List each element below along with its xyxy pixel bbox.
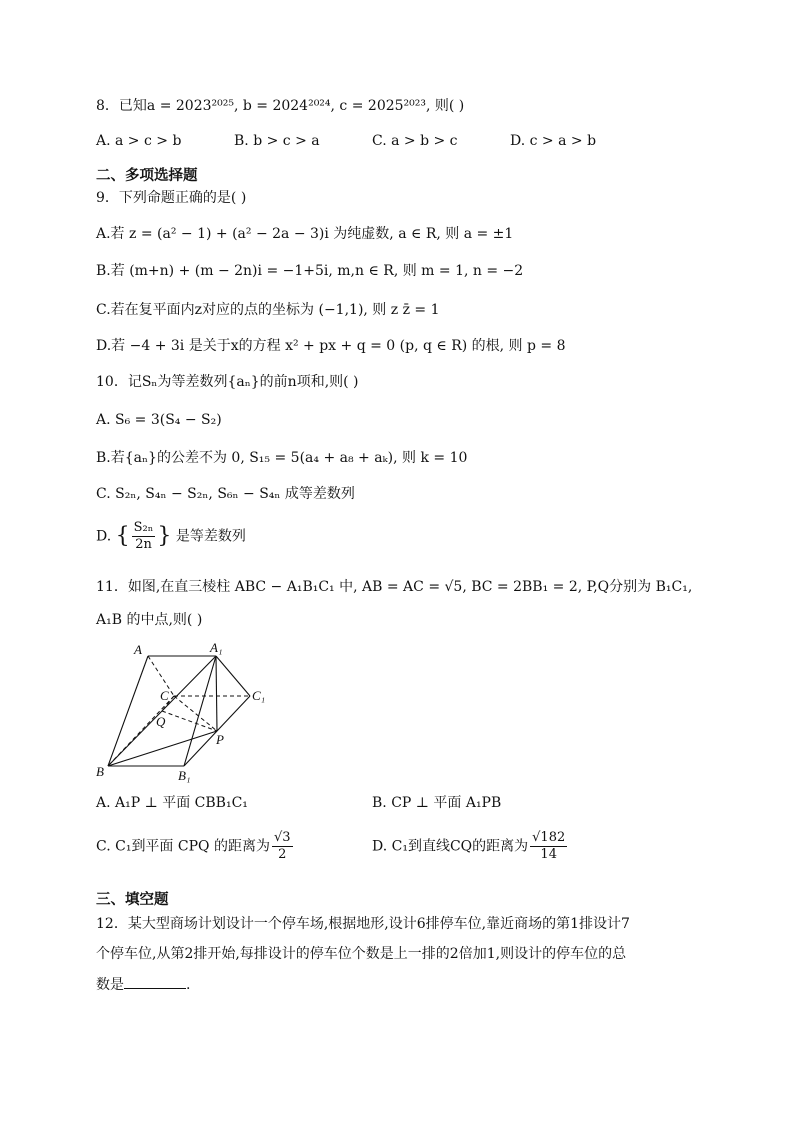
label-b1: B₁ <box>178 768 191 783</box>
right-brace: } <box>157 523 172 549</box>
q12-line3 <box>96 974 190 995</box>
q9-option-b: B.若 (m+n) + (m − 2n)i = −1+5i, m,n ∈ R, 则 m = 1, n = −2 <box>96 263 524 279</box>
q11-stem-line1: 11．如图,在直三棱柱 ABC − A₁B₁C₁ 中, AB = AC = √5, BC = 2BB₁ = 2, P,Q分别为 B₁C₁, <box>96 579 693 595</box>
section-3-heading: 三、填空题 <box>96 891 169 908</box>
fraction-numerator: √182 <box>532 830 566 845</box>
q11-option-d-fraction <box>530 830 567 863</box>
segment-q-p <box>162 711 217 731</box>
q10-option-d-prefix: D. <box>96 528 112 545</box>
q8-option-a: A. a > c > b <box>96 133 182 149</box>
q10-option-c: C. S₂ₙ, S₄ₙ − S₂ₙ, S₆ₙ − S₄ₙ 成等差数列 <box>96 486 355 502</box>
q10-option-d-fraction <box>132 520 156 553</box>
fraction-denominator: 14 <box>540 847 557 862</box>
q10-option-d <box>96 520 246 553</box>
label-p: P <box>216 732 224 747</box>
section-2-heading: 二、多项选择题 <box>96 167 198 184</box>
q8-option-c: C. a > b > c <box>372 133 458 149</box>
label-a1: A₁ <box>210 640 223 655</box>
q10-stem: 10．记Sₙ为等差数列{aₙ}的前n项和,则( ) <box>96 374 359 390</box>
label-q: Q <box>156 714 166 729</box>
q12-line3-prefix: 数是 <box>96 977 124 993</box>
q11-stem-line2: A₁B 的中点,则( ) <box>96 612 203 628</box>
q11-option-c-prefix: C. C₁到平面 CPQ 的距离为 <box>96 838 270 855</box>
q8-option-b: B. b > c > a <box>234 133 320 149</box>
q12-line3-suffix: . <box>186 977 191 993</box>
edge-a-b <box>108 656 148 766</box>
fraction-numerator: S₂ₙ <box>133 520 154 535</box>
q10-option-b: B.若{aₙ}的公差不为 0, S₁₅ = 5(a₄ + a₈ + aₖ), 则 k = 10 <box>96 450 468 466</box>
label-c: C <box>160 688 169 703</box>
segment-a1-p <box>216 656 217 731</box>
prism-figure <box>92 640 282 785</box>
q9-option-a: A.若 z = (a² − 1) + (a² − 2a − 3)i 为纯虚数, a ∈ R, 则 a = ±1 <box>96 226 514 242</box>
edge-a1-c1 <box>216 656 250 696</box>
q11-option-a: A. A₁P ⊥ 平面 CBB₁C₁ <box>96 795 248 811</box>
q11-option-b: B. CP ⊥ 平面 A₁PB <box>372 795 502 811</box>
q11-option-d <box>372 830 569 863</box>
label-a: A <box>134 642 142 657</box>
fraction-denominator: 2 <box>278 847 287 862</box>
left-brace: { <box>115 523 130 549</box>
q9-stem: 9．下列命题正确的是( ) <box>96 190 247 206</box>
q8-stem: 8．已知a = 2023²⁰²⁵, b = 2024²⁰²⁴, c = 2025²⁰²³, 则( ) <box>96 98 465 114</box>
fraction-numerator: √3 <box>273 830 291 845</box>
q11-option-c <box>96 830 295 863</box>
fraction-denominator: 2n <box>135 537 152 552</box>
q9-option-c: C.若在复平面内z对应的点的坐标为 (−1,1), 则 z z̄ = 1 <box>96 302 440 318</box>
q9-option-d: D.若 −4 + 3i 是关于x的方程 x² + px + q = 0 (p, q ∈ R) 的根, 则 p = 8 <box>96 338 566 354</box>
q12-line1: 12．某大型商场计划设计一个停车场,根据地形,设计6排停车位,靠近商场的第1排设计7 <box>96 916 630 932</box>
q11-option-c-fraction <box>272 830 293 863</box>
q10-option-d-suffix: 是等差数列 <box>175 528 246 545</box>
label-c1: C₁ <box>252 688 266 703</box>
q8-option-d: D. c > a > b <box>510 133 597 149</box>
q12-line2: 个停车位,从第2排开始,每排设计的停车位个数是上一排的2倍加1,则设计的停车位的总 <box>96 946 627 962</box>
label-b: B <box>96 764 104 779</box>
q10-option-a: A. S₆ = 3(S₄ − S₂) <box>96 412 222 428</box>
q11-option-d-prefix: D. C₁到直线CQ的距离为 <box>372 838 529 855</box>
answer-blank[interactable] <box>124 974 186 989</box>
